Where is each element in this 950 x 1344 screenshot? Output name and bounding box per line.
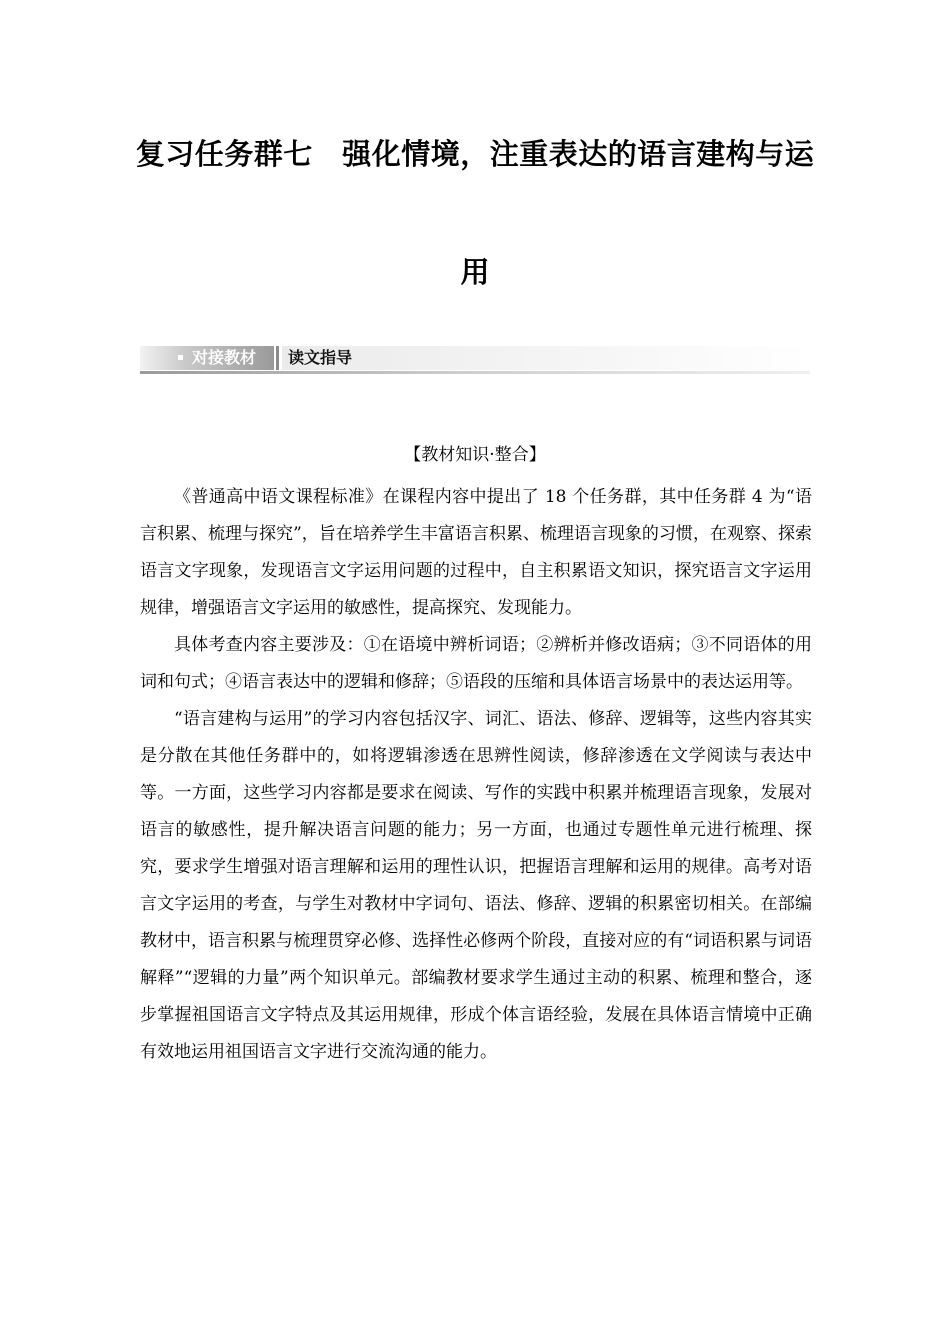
banner-divider [276,346,279,370]
square-bullet-icon [178,355,183,360]
banner-underline [140,371,810,374]
document-title: 复习任务群七 强化情境，注重表达的语言建构与运 [135,137,815,171]
body-text [140,479,812,1071]
paragraph: “语言建构与运用”的学习内容包括汉字、词汇、语法、修辞、逻辑等，这些内容其实是分散在其他任务群中的，如将逻辑渗透在思辨性阅读，修辞渗透在文学阅读与表达中等。一方面，这些学习内容都是要求在阅读、写作的实践中积累并梳理语言现象，发展对语言的敏感性，提升解决语言问题的能力；另一方面，也通过专题性单元进行梳理、探究，要求学生增强对语言理解和运用的理性认识，把握语言理解和运用的规律。高考对语言文字运用的考查，与学生对教材中字词句、语法、修辞、逻辑的积累密切相关。在部编教材中，语言积累与梳理贯穿必修、选择性必修两个阶段，直接对应的有“词语积累与词语解释”“逻辑的力量”两个知识单元。部编教材要求学生通过主动的积累、梳理和整合，逐步掌握祖国语言文字特点及其运用规律，形成个体言语经验，发展在具体语言情境中正确有效地运用祖国语言文字进行交流沟通的能力。 [140,709,812,1062]
document-title-continuation: 用 [460,255,490,289]
banner-right-label: 读文指导 [282,346,810,370]
banner-left-label: 对接教材 [192,348,257,367]
paragraph: 具体考查内容主要涉及：①在语境中辨析词语；②辨析并修改语病；③不同语体的用词和句式；④语言表达中的逻辑和修辞；⑤语段的压缩和具体语言场景中的表达运用等。 [140,635,812,692]
section-heading: 【教材知识·整合】 [404,445,546,465]
banner-left-tab [140,346,274,370]
section-banner [140,346,810,374]
paragraph: 《普通高中语文课程标准》在课程内容中提出了 18 个任务群，其中任务群 4 为“语言积累、梳理与探究”，旨在培养学生丰富语言积累、梳理语言现象的习惯，在观察、探索语言文字现象，发现语言文字运用问题的过程中，自主积累语文知识，探究语言文字运用规律，增强语言文字运用的敏感性，提高探究、发现能力。 [140,487,812,618]
